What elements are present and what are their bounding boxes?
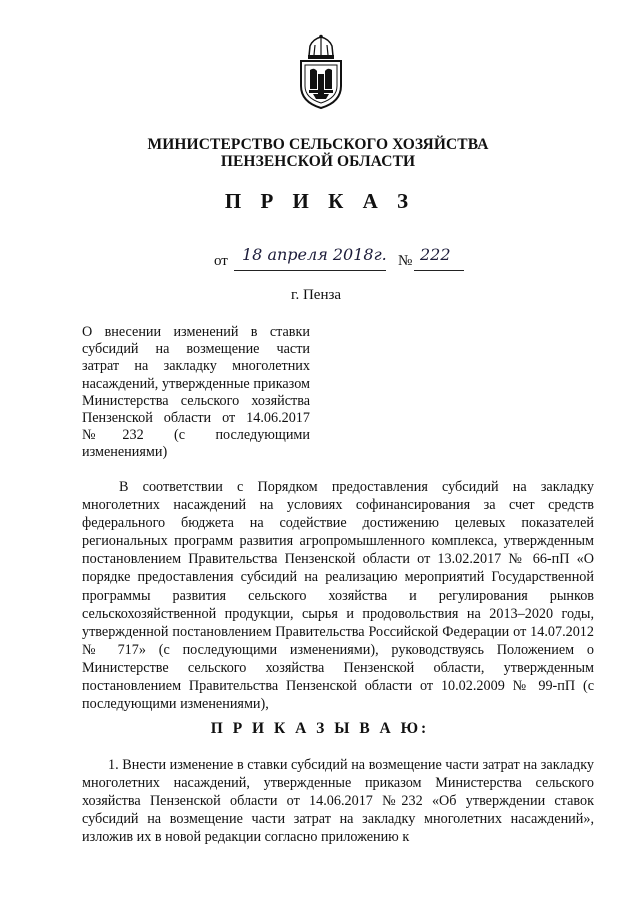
document-type-title: П Р И К А З bbox=[224, 189, 416, 213]
city: г. Пенза bbox=[291, 287, 342, 303]
order-subject bbox=[82, 324, 310, 462]
preamble-text: В соответствии с Порядком предоставления субсидий на закладку многолетних насаждений на условиях софинансирования за счет средств федерального бюджета на содействие достижению целевых показателей региональных программ развития агропромышленного комплекса, утвержденным постановлением Правительства Пензенской области от 13.02.2017 № 66-пП «О порядке предоставления субсидий на реализацию мероприятий Государственной программы развития сельского хозяйства и регулирования рынков сельскохозяйственной продукции, сырья и продовольствия на 2013–2020 годы, утвержденной постановлением Правительства Российской Федерации от 14.07.2012 № 717» (с последующими изменениями), руководствуясь Положением о Министерстве сельского хозяйства Пензенской области, утвержденным постановлением Правительства Пензенской области от 10.02.2009 № 99-пП (с последующими изменениями), bbox=[82, 479, 594, 713]
preamble-paragraph bbox=[82, 478, 594, 713]
number-underline bbox=[414, 270, 464, 271]
order-word: П Р И К А З Ы В А Ю: bbox=[210, 720, 430, 737]
from-label: от bbox=[214, 253, 228, 269]
order-subject-text: О внесении изменений в ставки субсидий на возмещение части затрат на закладку многолетних насаждений, утвержденные приказом Министерства сельского хозяйства Пензенской области от 14.06.2017 №232 (с последующими изменениями) bbox=[82, 324, 310, 461]
handwritten-number: 222 bbox=[420, 245, 451, 264]
handwritten-date: 18 апреля 2018г. bbox=[242, 245, 387, 264]
ministry-name-line2: ПЕНЗЕНСКОЙ ОБЛАСТИ bbox=[220, 153, 416, 170]
number-label: № bbox=[398, 253, 413, 269]
penza-coat-of-arms-icon bbox=[296, 34, 346, 110]
ministry-name-line1: МИНИСТЕРСТВО СЕЛЬСКОГО ХОЗЯЙСТВА bbox=[147, 136, 489, 153]
order-item-1 bbox=[82, 756, 594, 846]
order-item-1-text: 1. Внести изменение в ставки субсидий на возмещение части затрат на закладку многолетних насаждений, утвержденные приказом Министерства сельского хозяйства Пензенской области от 14.06.2017 №232 «Об утверждении ставок субсидий на возмещение части затрат на закладку многолетних насаждений», изложив их в новой редакции согласно приложению к bbox=[82, 757, 594, 846]
date-underline bbox=[234, 270, 386, 271]
